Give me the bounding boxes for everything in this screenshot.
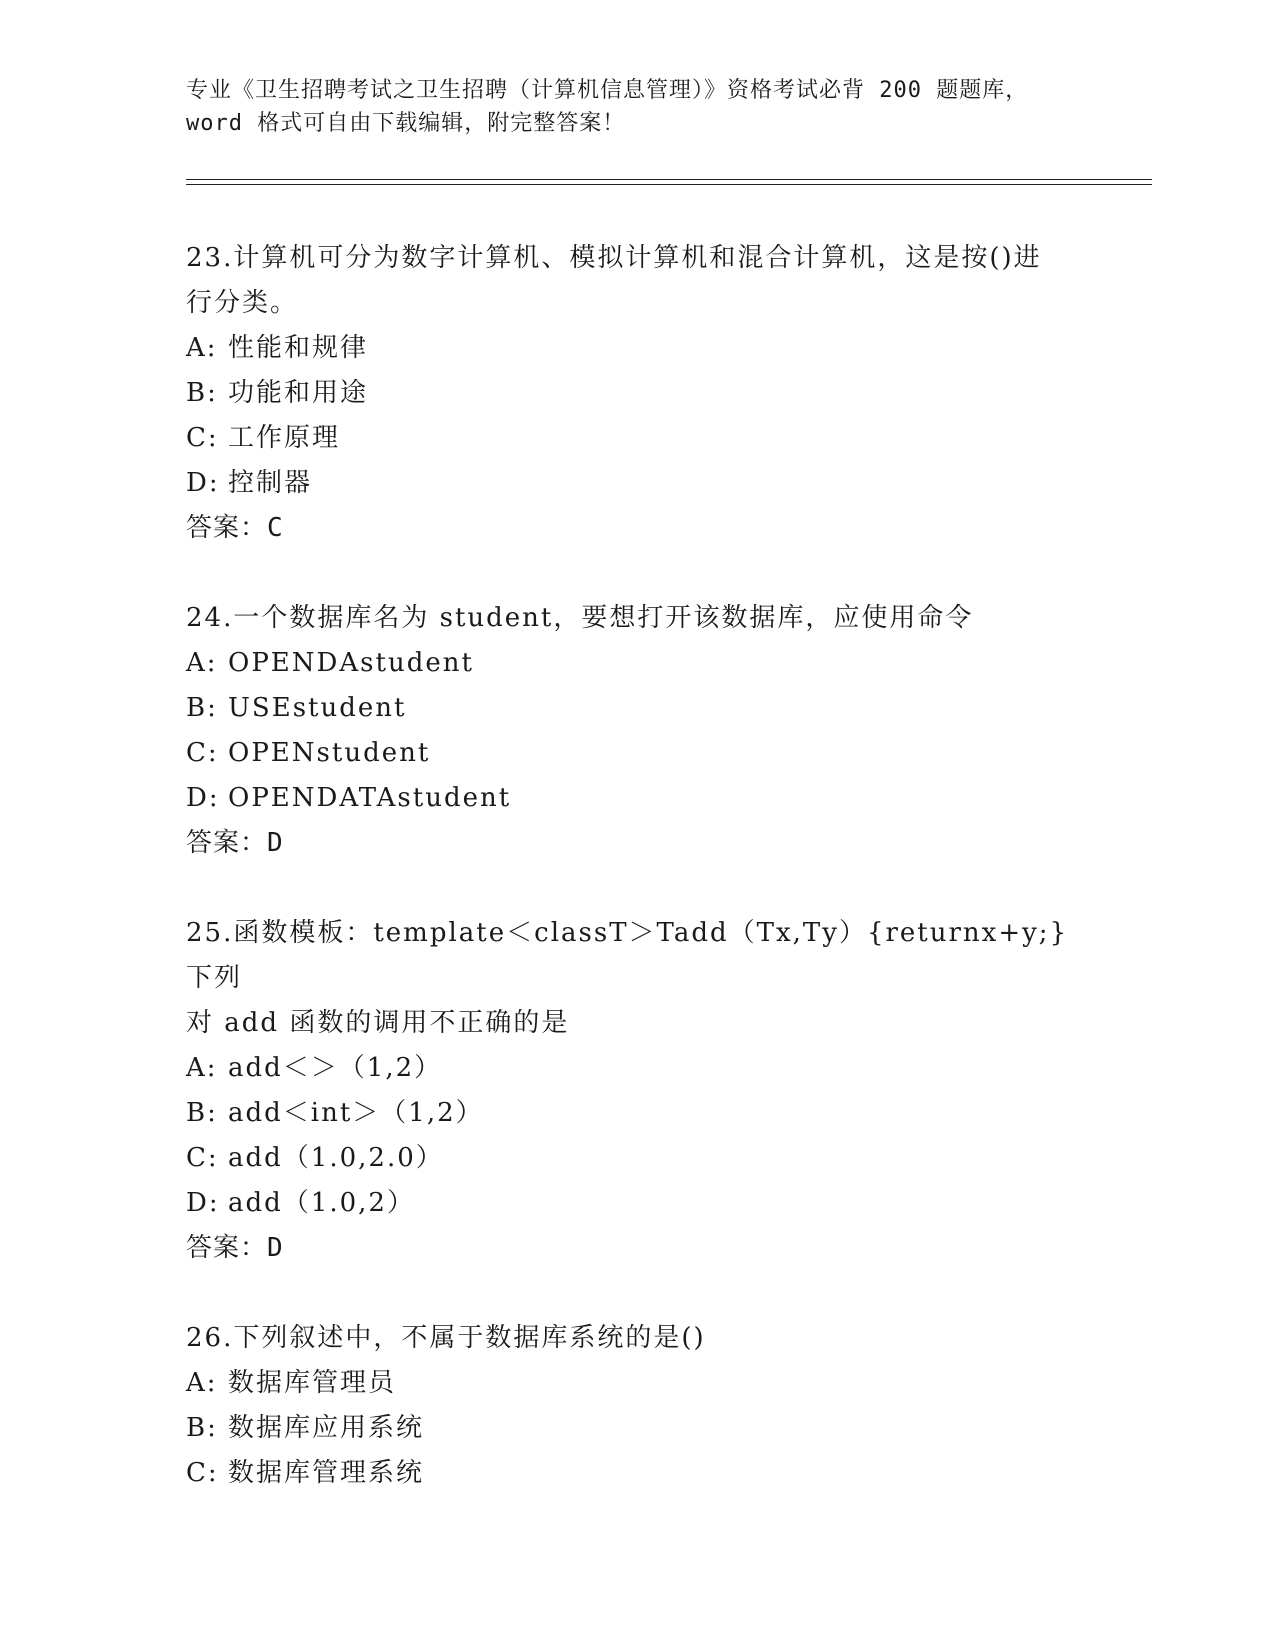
question-text: 24.一个数据库名为 student，要想打开该数据库，应使用命令 (186, 603, 974, 633)
option-b (186, 1406, 1086, 1451)
question-list (186, 236, 1086, 1541)
option-text: 数据库应用系统 (228, 1413, 425, 1443)
option-letter: A: (186, 333, 218, 363)
answer-line: 答案：D (186, 828, 284, 858)
option-letter: D: (186, 783, 220, 813)
option-b (186, 371, 1086, 416)
option-c (186, 416, 1086, 461)
option-b (186, 686, 1086, 731)
option-letter: A: (186, 1368, 218, 1398)
option-text: USEstudent (228, 693, 407, 723)
answer-line: 答案：C (186, 513, 284, 543)
option-letter: C: (186, 1458, 219, 1488)
header-line-2: word 格式可自由下载编辑，附完整答案！ (186, 111, 626, 136)
option-letter: C: (186, 423, 219, 453)
header-line-1: 专业《卫生招聘考试之卫生招聘（计算机信息管理）》资格考试必背 200 题题库， (186, 78, 1029, 103)
option-text: add（1.0,2.0） (228, 1143, 444, 1173)
option-c (186, 1136, 1086, 1181)
option-c (186, 1451, 1086, 1496)
question-23 (186, 236, 1086, 551)
option-letter: C: (186, 1143, 219, 1173)
option-letter: B: (186, 378, 218, 408)
option-text: OPENDATAstudent (228, 783, 512, 813)
question-26 (186, 1316, 1086, 1496)
document-header (186, 74, 1086, 140)
question-text: 25.函数模板：template＜classT＞Tadd（Tx,Ty）{returnx+y;}下列 (186, 918, 1069, 993)
option-text: OPENDAstudent (228, 648, 474, 678)
option-letter: A: (186, 1053, 218, 1083)
question-24 (186, 596, 1086, 866)
option-text: add＜＞（1,2） (228, 1053, 443, 1083)
option-text: 数据库管理系统 (228, 1458, 425, 1488)
header-divider-top (186, 179, 1152, 180)
option-letter: B: (186, 1413, 218, 1443)
option-text: 功能和用途 (228, 378, 369, 408)
option-letter: B: (186, 1098, 218, 1128)
option-c (186, 731, 1086, 776)
option-d (186, 1181, 1086, 1226)
option-a (186, 326, 1086, 371)
option-a (186, 1046, 1086, 1091)
question-25 (186, 911, 1086, 1271)
option-text: 性能和规律 (228, 333, 369, 363)
question-text-continued: 对 add 函数的调用不正确的是 (186, 1008, 570, 1038)
option-letter: C: (186, 738, 219, 768)
option-text: 工作原理 (228, 423, 341, 453)
option-text: add（1.0,2） (228, 1188, 415, 1218)
answer-line: 答案：D (186, 1233, 284, 1263)
option-text: OPENstudent (228, 738, 431, 768)
option-b (186, 1091, 1086, 1136)
option-text: 控制器 (228, 468, 313, 498)
option-letter: D: (186, 1188, 220, 1218)
question-text-continued: 行分类。 (186, 288, 299, 318)
option-letter: B: (186, 693, 218, 723)
option-d (186, 776, 1086, 821)
option-text: 数据库管理员 (228, 1368, 397, 1398)
option-d (186, 461, 1086, 506)
option-letter: D: (186, 468, 220, 498)
option-text: add＜int＞（1,2） (228, 1098, 484, 1128)
header-divider-bottom (186, 184, 1152, 185)
question-text: 23.计算机可分为数字计算机、模拟计算机和混合计算机，这是按()进 (186, 243, 1042, 273)
option-a (186, 1361, 1086, 1406)
option-a (186, 641, 1086, 686)
option-letter: A: (186, 648, 218, 678)
question-text: 26.下列叙述中，不属于数据库系统的是() (186, 1323, 706, 1353)
